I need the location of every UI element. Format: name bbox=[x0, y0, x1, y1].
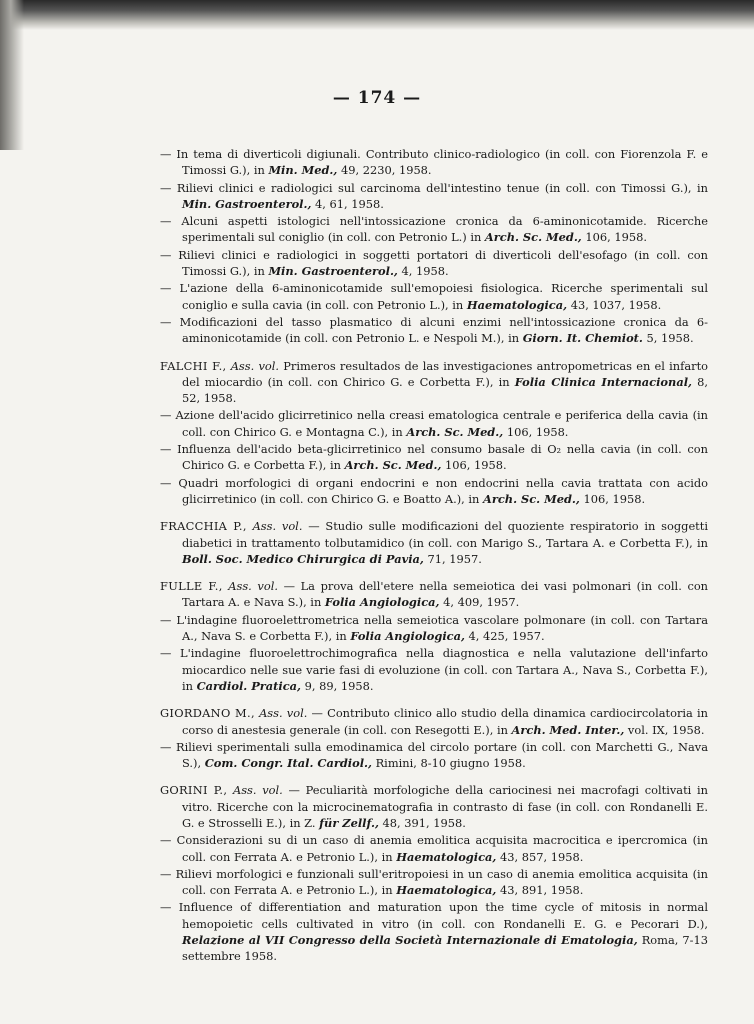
bibliography-entry bbox=[160, 247, 708, 280]
entry-text: — Studio sulle modificazioni del quoziente respiratorio in soggetti diabetici in trattamento tolbutamidico (in coll. con Marigo S., Tartara A. e Corbetta F.), in bbox=[182, 519, 708, 550]
journal-name: Haematologica, bbox=[396, 849, 497, 864]
journal-name: für Zellf., bbox=[319, 815, 379, 830]
bibliography-entry bbox=[160, 832, 708, 865]
entry-text: — Rilievi clinici e radiologici in soggetti portatori di diverticoli dell'esofago (in coll. con Timossi G.), in bbox=[160, 247, 708, 279]
author-rank: Ass. vol. bbox=[232, 783, 283, 798]
bibliography-entry bbox=[160, 645, 708, 694]
bibliography-entry bbox=[160, 407, 708, 440]
bibliography-entry bbox=[160, 146, 708, 179]
entry-text: — Considerazioni su di un caso di anemia emolitica acquisita macrocitica e ipercromica (in coll. con Ferrata A. e Petronio L.), in bbox=[160, 833, 708, 864]
journal-name: Cardiol. Pratica, bbox=[196, 678, 302, 693]
entry-citation: 4, 1958. bbox=[397, 264, 449, 279]
bibliography-entry bbox=[160, 358, 708, 407]
entry-citation: 49, 2230, 1958. bbox=[337, 163, 432, 178]
author-name: FALCHI F., bbox=[160, 358, 227, 373]
journal-name: Min. Med., bbox=[268, 163, 338, 178]
entry-text: — La prova dell'etere nella semeiotica dei vasi polmonari (in coll. con Tartara A. e Nava S.), in bbox=[182, 579, 709, 610]
entry-text: — In tema di diverticoli digiunali. Contributo clinico-radiologico (in coll. con Fiorenzola F. e Timossi G.), in bbox=[160, 147, 708, 178]
bibliography-entry bbox=[160, 705, 708, 738]
bibliography-entry bbox=[160, 475, 708, 508]
journal-name: Relazione al VII Congresso della Società Internazionale di Ematologia, bbox=[182, 933, 638, 948]
author-section bbox=[160, 782, 708, 964]
journal-name: Arch. Sc. Med., bbox=[484, 230, 582, 245]
entry-text: — L'indagine fluoroelettrochimografica nella diagnostica e nella valutazione dell'infarto miocardico nelle sue varie fasi di evoluzione (in coll. con Tartara A., Nava S., Corbetta F.), in bbox=[160, 646, 708, 693]
bibliography bbox=[160, 146, 708, 976]
journal-name: Arch. Med. Inter., bbox=[511, 722, 625, 737]
entry-text: — Modificazioni del tasso plasmatico di alcuni enzimi nell'intossicazione cronica da 6-aminonicotamide (in coll. con Petronio L. e Nespoli M.), in bbox=[160, 314, 708, 346]
entry-citation: 43, 891, 1958. bbox=[496, 883, 584, 898]
entry-citation: 4, 425, 1957. bbox=[464, 629, 545, 644]
entry-citation: 8, 52, 1958. bbox=[182, 374, 708, 406]
journal-name: Min. Gastroenterol., bbox=[182, 196, 312, 211]
entry-citation: 9, 89, 1958. bbox=[301, 678, 374, 693]
author-rank: Ass. vol. bbox=[259, 706, 308, 721]
bibliography-entry bbox=[160, 578, 708, 611]
bibliography-entry bbox=[160, 213, 708, 246]
author-section bbox=[160, 578, 708, 694]
entry-text: — Rilievi sperimentali sulla emodinamica del circolo portare (in coll. con Marchetti G., Nava S.), bbox=[160, 739, 708, 771]
journal-name: Haematologica, bbox=[396, 883, 497, 898]
entry-citation: 43, 857, 1958. bbox=[496, 849, 584, 864]
entry-citation: 48, 391, 1958. bbox=[378, 815, 466, 830]
author-name: GIORDANO M., bbox=[160, 706, 255, 721]
author-name: FULLE F., bbox=[160, 579, 223, 594]
journal-name: Arch. Sc. Med., bbox=[344, 458, 442, 473]
entry-text: — Influenza dell'acido beta-glicirretinico nel consumo basale di O₂ nella cavia (in coll. con Chirico G. e Corbetta F.), in bbox=[160, 442, 708, 473]
entry-citation: Rimini, 8-10 giugno 1958. bbox=[371, 756, 526, 771]
entry-text: — Peculiarità morfologiche della cariocinesi nei macrofagi coltivati in vitro. Ricerche con la microcinematografia in contrasto di fase (in coll. con Rondanelli E. G. e Strosselli E.), in Z. bbox=[182, 783, 708, 830]
bibliography-entry bbox=[160, 782, 708, 831]
journal-name: Folia Angiologica, bbox=[350, 629, 465, 644]
journal-name: Folia Clinica Internacional, bbox=[514, 374, 692, 389]
author-section bbox=[160, 705, 708, 771]
entry-citation: 4, 61, 1958. bbox=[311, 196, 384, 211]
bibliography-entry bbox=[160, 441, 708, 474]
bibliography-entry bbox=[160, 180, 708, 213]
entry-text: — Contributo clinico allo studio della dinamica cardiocircolatoria in corso di anestesia generale (in coll. con Resegotti E.), in bbox=[182, 706, 708, 737]
entry-citation: 43, 1037, 1958. bbox=[567, 297, 662, 312]
author-section bbox=[160, 358, 708, 508]
author-section bbox=[160, 518, 708, 567]
journal-name: Giorn. It. Chemiot. bbox=[522, 331, 643, 346]
author-name: FRACCHIA P., bbox=[160, 519, 247, 534]
author-name: GORINI P., bbox=[160, 783, 228, 798]
entry-citation: 106, 1958. bbox=[503, 424, 569, 439]
entry-citation: 4, 409, 1957. bbox=[439, 595, 520, 610]
entry-citation: 5, 1958. bbox=[642, 331, 694, 346]
journal-name: Folia Angiologica, bbox=[324, 595, 440, 610]
journal-name: Boll. Soc. Medico Chirurgica di Pavia, bbox=[182, 551, 424, 566]
entry-citation: 106, 1958. bbox=[579, 491, 646, 506]
entry-text: Primeros resultados de las investigaciones antropometricas en el infarto del miocardio (in coll. con Chirico G. e Corbetta F.), in bbox=[182, 358, 709, 389]
bibliography-entry bbox=[160, 280, 708, 313]
entry-text: — Azione dell'acido glicirretinico nella creasi ematologica centrale e periferica della cavia (in coll. con Chirico G. e Montagna C.), in bbox=[160, 408, 708, 439]
journal-name: Com. Congr. Ital. Cardiol., bbox=[204, 756, 372, 771]
entry-citation: 106, 1958. bbox=[581, 230, 647, 245]
entry-citation: 71, 1957. bbox=[423, 551, 482, 566]
bibliography-entry bbox=[160, 518, 708, 567]
entry-text: — Rilievi clinici e radiologici sul carcinoma dell'intestino tenue (in coll. con Timossi G.), in bbox=[160, 180, 708, 195]
entry-text: — Influence of differentiation and maturation upon the time cycle of mitosis in normal hemopoietic cells cultivated in vitro (in coll. con Rondanelli E. G. e Pecorari D.), bbox=[160, 900, 708, 931]
journal-name: Arch. Sc. Med., bbox=[483, 491, 580, 506]
entry-text: — L'azione della 6-aminonicotamide sull'emopoiesi fisiologica. Ricerche sperimentali sul coniglio e sulla cavia (in coll. con Petronio L.), in bbox=[160, 281, 708, 312]
bibliography-entry bbox=[160, 739, 708, 772]
author-rank: Ass. vol. bbox=[252, 519, 303, 534]
author-rank: Ass. vol. bbox=[230, 358, 280, 373]
entry-text: — L'indagine fluoroelettrometrica nella semeiotica vascolare polmonare (in coll. con Tartara A., Nava S. e Corbetta F.), in bbox=[160, 612, 708, 644]
author-section bbox=[160, 146, 708, 347]
entry-citation: vol. IX, 1958. bbox=[624, 722, 705, 737]
entry-citation: 106, 1958. bbox=[441, 458, 507, 473]
bibliography-entry bbox=[160, 612, 708, 645]
entry-text: — Alcuni aspetti istologici nell'intossicazione cronica da 6-aminonicotamide. Ricerche sperimentali sul coniglio (in coll. con Petronio L.) in bbox=[160, 214, 708, 245]
author-rank: Ass. vol. bbox=[228, 579, 278, 594]
entry-text: — Quadri morfologici di organi endocrini e non endocrini nella cavia trattata con acido glicirretinico (in coll. con Chirico G. e Boatto A.), in bbox=[160, 475, 708, 506]
scan-edge-left bbox=[0, 0, 24, 150]
entry-citation: Roma, 7-13 settembre 1958. bbox=[182, 933, 709, 964]
page-number: — 174 — bbox=[332, 88, 422, 108]
journal-name: Arch. Sc. Med., bbox=[406, 424, 504, 439]
journal-name: Haematologica, bbox=[466, 297, 568, 312]
bibliography-entry bbox=[160, 899, 708, 964]
entry-text: — Rilievi morfologici e funzionali sull'eritropoiesi in un caso di anemia emolitica acquisita (in coll. con Ferrata A. e Petronio L.), in bbox=[160, 866, 708, 898]
journal-name: Min. Gastroenterol., bbox=[268, 264, 398, 279]
bibliography-entry bbox=[160, 866, 708, 899]
scan-edge-top bbox=[0, 0, 754, 30]
bibliography-entry bbox=[160, 314, 708, 347]
